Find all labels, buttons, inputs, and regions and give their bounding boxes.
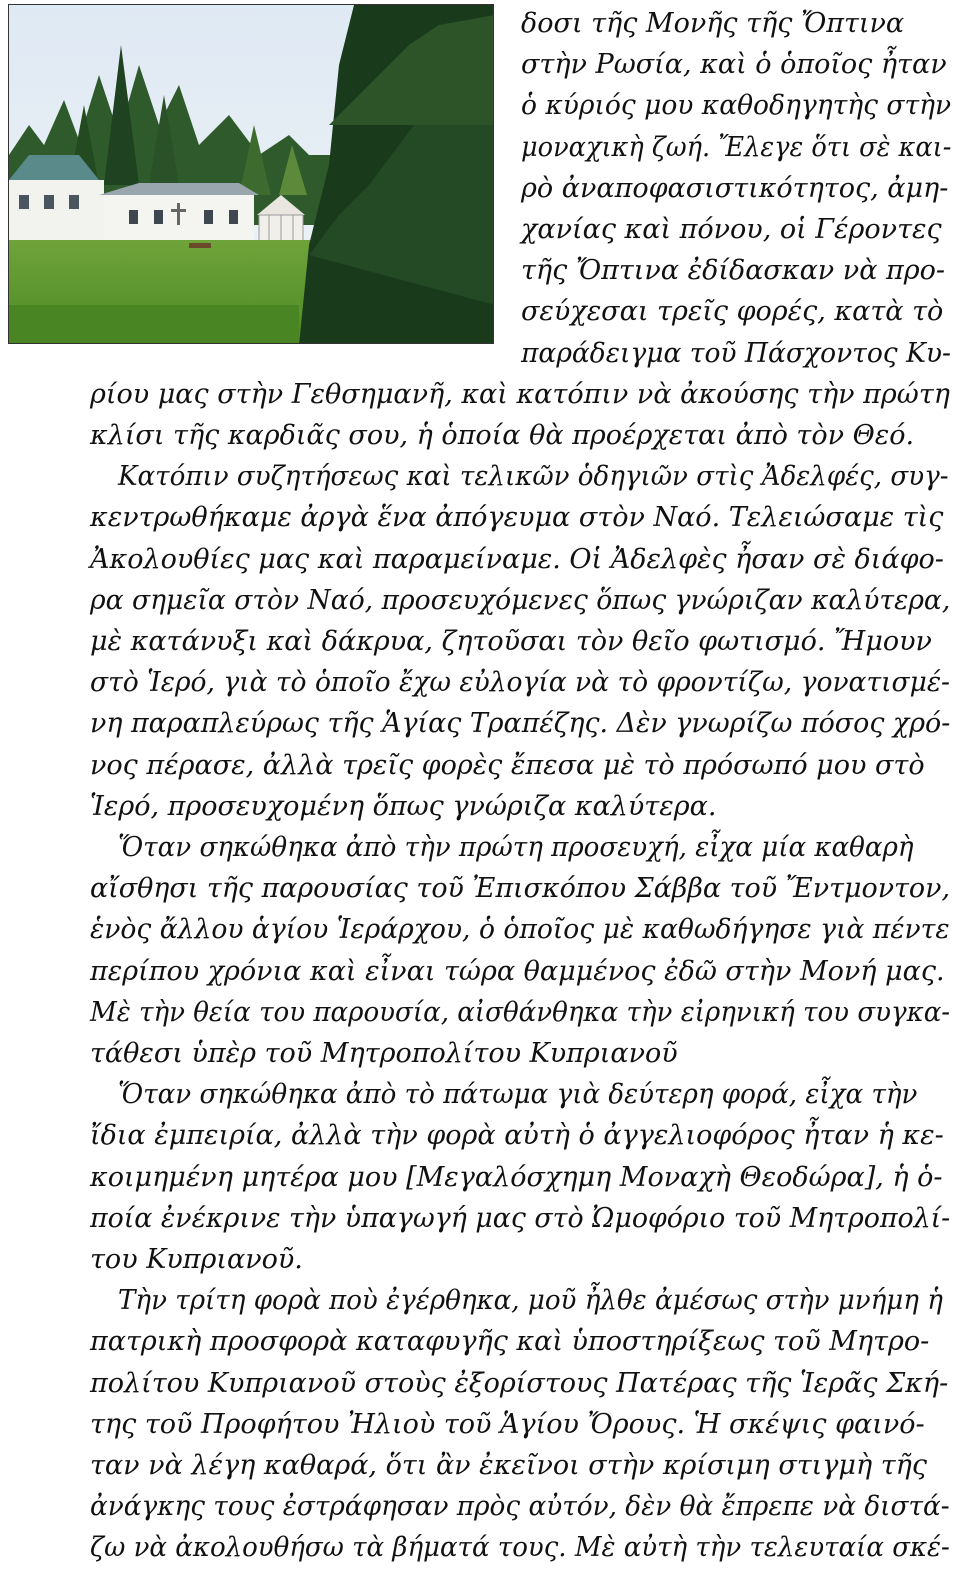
text-line: Ὅταν σηκώθηκα ἀπὸ τὴν πρώτη προσευχή, εἶχα μία καθαρὴ [118, 832, 914, 863]
text-line: περίπου χρόνια καὶ εἶναι τώρα θαμμένος ἐδῶ στὴν Μονή μας. [90, 955, 945, 987]
text-line: Ἱερό, προσευχομένη ὅπως γνώριζα καλύτερα. [90, 790, 717, 822]
text-line: ταν νὰ λέγη καθαρά, ὅτι ἂν ἐκεῖνοι στὴν κρίσιμη στιγμὴ τῆς [90, 1450, 927, 1481]
text-line: Ἀκολουθίες μας καὶ παραμείναμε. Οἱ Ἀδελφὲς ἦσαν σὲ διάφο- [90, 543, 944, 575]
text-line: Μὲ τὴν θεία του παρουσία, αἰσθάνθηκα τὴν εἰρηνική του συγκα- [90, 996, 951, 1028]
monastery-photo [8, 4, 494, 344]
text-line: τάθεσι ὑπὲρ τοῦ Μητροπολίτου Κυπριανοῦ [90, 1038, 678, 1069]
text-line: ρα σημεῖα στὸν Ναό, προσευχόμενες ὅπως γνώριζαν καλύτερα, [90, 584, 951, 616]
text-line: μὲ κατάνυξι καὶ δάκρυα, ζητοῦσαι τὸν θεῖο φωτισμό. Ἤμουν [90, 626, 932, 657]
text-line: ἴδια ἐμπειρία, ἀλλὰ τὴν φορὰ αὐτὴ ὁ ἀγγελιοφόρος ἦταν ἡ κε- [90, 1120, 944, 1152]
text-line: ὁ κύριός μου καθοδηγητὴς στὴν [521, 90, 952, 122]
text-line: ποία ἐνέκρινε τὴν ὑπαγωγή μας στὸ Ὠμοφόριο τοῦ Μητροπολί- [90, 1202, 951, 1234]
text-line: μοναχικὴ ζωή. Ἔλεγε ὅτι σὲ και- [521, 131, 952, 163]
text-line: Κατόπιν συζητήσεως καὶ τελικῶν ὁδηγιῶν στὶς Ἀδελφές, συγ- [118, 461, 949, 493]
text-line: δοσι τῆς Μονῆς τῆς Ὄπτινα [521, 8, 905, 39]
text-line: νη παραπλεύρως τῆς Ἁγίας Τραπέζης. Δὲν γνωρίζω πόσος χρό- [90, 708, 951, 740]
text-line: κλίσι τῆς καρδιᾶς σου, ἡ ὁποία θὰ προέρχεται ἀπὸ τὸν Θεό. [90, 420, 915, 451]
text-line: ἑνὸς ἄλλου ἁγίου Ἱεράρχου, ὁ ὁποῖος μὲ καθωδήγησε γιὰ πέντε [90, 914, 950, 946]
text-line: Ὅταν σηκώθηκα ἀπὸ τὸ πάτωμα γιὰ δεύτερη φορά, εἶχα τὴν [118, 1079, 918, 1111]
text-line: ρὸ ἀναποφασιστικότητος, ἀμη- [521, 172, 949, 204]
text-line: του Κυπριανοῦ. [90, 1244, 303, 1275]
text-line: της τοῦ Προφήτου Ἠλιοὺ τοῦ Ἁγίου Ὄρους. Ἡ σκέψις φαινό- [90, 1408, 925, 1440]
text-line: παράδειγμα τοῦ Πάσχοντος Κυ- [521, 337, 951, 369]
text-line: κεντρωθήκαμε ἀργὰ ἕνα ἀπόγευμα στὸν Ναό. Τελειώσαμε τὶς [90, 502, 944, 534]
text-line: σεύχεσαι τρεῖς φορές, κατὰ τὸ [521, 296, 944, 328]
text-line: κοιμημένη μητέρα μου [Μεγαλόσχημη Μοναχὴ Θεοδώρα], ἡ ὁ- [90, 1161, 943, 1193]
text-line: ρίου μας στὴν Γεθσημανῆ, καὶ κατόπιν νὰ ἀκούσης τὴν πρώτη [90, 378, 950, 410]
text-line: στὸ Ἱερό, γιὰ τὸ ὁποῖο ἔχω εὐλογία νὰ τὸ φροντίζω, γονατισμέ- [90, 667, 951, 699]
text-line: στὴν Ρωσία, καὶ ὁ ὁποῖος ἦταν [521, 49, 947, 81]
text-line: τῆς Ὄπτινα ἐδίδασκαν νὰ προ- [521, 255, 946, 287]
text-line: ζω νὰ ἀκολουθήσω τὰ βήματά τους. Μὲ αὐτὴ τὴν τελευταία σκέ- [90, 1532, 950, 1564]
text-line: αἴσθησι τῆς παρουσίας τοῦ Ἐπισκόπου Σάββα τοῦ Ἔντμοντον, [90, 873, 951, 905]
text-line: πατρικὴ προσφορὰ καταφυγῆς καὶ ὑποστηρίξεως τοῦ Μητρο- [90, 1326, 930, 1358]
text-line: χανίας καὶ πόνου, οἱ Γέροντες [521, 214, 942, 245]
text-line: Τὴν τρίτη φορὰ ποὺ ἐγέρθηκα, μοῦ ἦλθε ἀμέσως στὴν μνήμη ἡ [118, 1285, 943, 1317]
text-line: ἀνάγκης τους ἐστράφησαν πρὸς αὐτόν, δὲν θὰ ἔπρεπε νὰ διστά- [90, 1491, 950, 1523]
text-line: πολίτου Κυπριανοῦ στοὺς ἐξορίστους Πατέρας τῆς Ἱερᾶς Σκή- [90, 1367, 949, 1399]
text-line: νος πέρασε, ἀλλὰ τρεῖς φορὲς ἔπεσα μὲ τὸ πρόσωπό μου στὸ [90, 749, 925, 781]
